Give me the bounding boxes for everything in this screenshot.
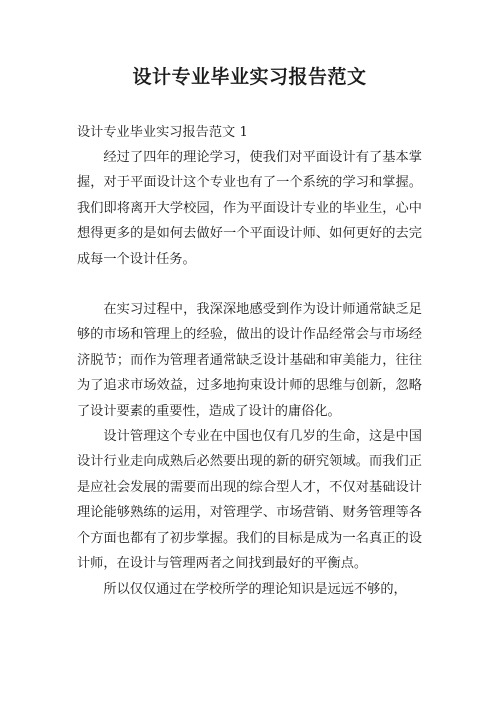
paragraph-2: 在实习过程中，我深深地感受到作为设计师通常缺乏足够的市场和管理上的经验，做出的设计作品经常会与市场经济脱节；而作为管理者通常缺乏设计基础和审美能力，往往为了追求市场效益，过多地拘束设计师的思维与创新，忽略了设计要素的重要性，造成了设计的庸俗化。 (77, 302, 422, 419)
paragraph-4: 所以仅仅通过在学校所学的理论知识是远远不够的， (103, 581, 407, 597)
paragraph-3: 设计管理这个专业在中国也仅有几岁的生命，这是中国设计行业走向成熟后必然要出现的新的研究领域。而我们正是应社会发展的需要而出现的综合型人才，不仅对基础设计理论能够熟练的运用，对管理学、市场营销、财务管理等各个方面也都有了初步掌握。我们的目标是成为一名真正的设计师，在设计与管理两者之间找到最好的平衡点。 (77, 429, 422, 572)
section-subtitle: 设计专业毕业实习报告范文 1 (77, 125, 248, 140)
paragraph-spacer (77, 272, 422, 297)
paragraph-1: 经过了四年的理论学习，使我们对平面设计有了基本掌握，对于平面设计这个专业也有了一个系统的学习和掌握。我们即将离开大学校园，作为平面设计专业的毕业生，心中想得更多的是如何去做好一个平面设计师、如何更好的去完成每一个设计任务。 (77, 150, 422, 267)
document-title: 设计专业毕业实习报告范文 (132, 66, 367, 88)
